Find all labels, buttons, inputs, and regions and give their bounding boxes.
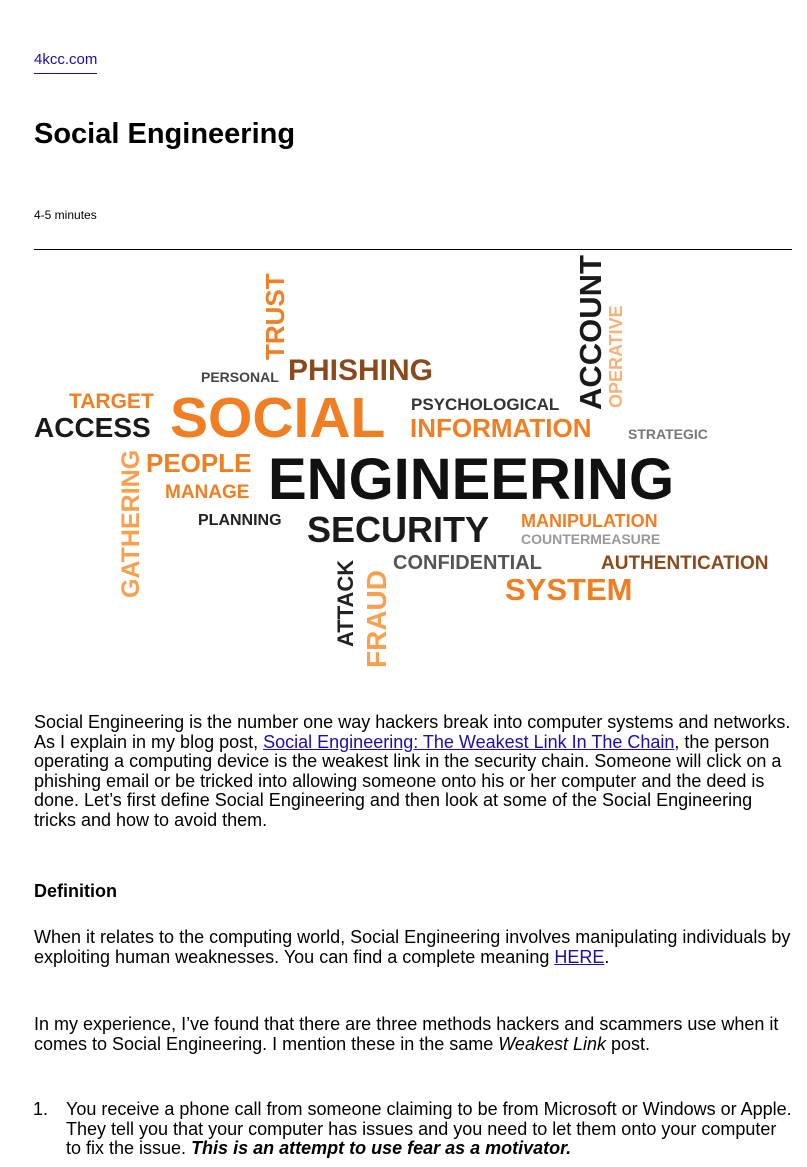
word-manipulation: MANIPULATION	[521, 511, 658, 531]
word-confidential: CONFIDENTIAL	[393, 552, 542, 574]
list-number: 1.	[32, 1099, 48, 1119]
word-social: SOCIAL	[170, 386, 386, 450]
list-item-emphasis: This is an attempt to use fear as a motivator.	[191, 1138, 572, 1158]
word-countermeasure: COUNTERMEASURE	[521, 531, 661, 547]
intro-text-start: Social Engineering is the number one way hackers break into computer systems and networks. As I explain in my blog post,	[34, 712, 791, 752]
definition-text: When it relates to the computing world, Social Engineering involves manipulating individuals by exploiting human weaknesses. You can find a complete meaning	[34, 927, 791, 967]
word-attack: ATTACK	[333, 559, 358, 647]
divider	[34, 249, 792, 250]
word-strategic: STRATEGIC	[628, 426, 708, 442]
word-manage: MANAGE	[165, 482, 250, 503]
methods-text: In my experience, I’ve found that there are three methods hackers and scammers use when it comes to Social Engineering. I mention these in the same	[34, 1014, 779, 1054]
word-people: PEOPLE	[146, 448, 252, 478]
word-target: TARGET	[69, 390, 154, 413]
definition-paragraph	[34, 928, 794, 967]
site-link[interactable]: 4kcc.com	[34, 51, 97, 74]
word-trust: TRUST	[260, 273, 290, 360]
definition-heading: Definition	[34, 881, 117, 901]
word-cloud-image	[30, 252, 795, 672]
intro-paragraph	[34, 713, 794, 830]
methods-text-end: post.	[605, 1033, 651, 1054]
list-text	[66, 1100, 794, 1159]
word-security: SECURITY	[307, 509, 490, 550]
weakest-link-italic: Weakest Link	[498, 1033, 606, 1054]
word-access: ACCESS	[34, 412, 151, 443]
word-account: ACCOUNT	[573, 255, 608, 410]
here-link[interactable]: HERE	[554, 946, 605, 967]
word-planning: PLANNING	[198, 512, 282, 529]
intro-text-end: , the person operating a computing device is the weakest link in the security chain. Someone will click on a phishing email or be tricked into allowing someone onto his or her computer and the deed is done. Let’s first define Social Engineering and then look at some of the Social Engineering tricks and how to avoid them.	[34, 731, 782, 830]
word-gathering: GATHERING	[117, 449, 145, 598]
word-fraud: FRAUD	[361, 570, 392, 668]
word-phishing: PHISHING	[288, 354, 434, 387]
reading-time: 4-5 minutes	[34, 208, 97, 222]
word-personal: PERSONAL	[201, 369, 279, 385]
word-system: SYSTEM	[505, 572, 633, 607]
word-engineering: ENGINEERING	[268, 447, 675, 512]
methods-paragraph	[34, 1015, 794, 1054]
definition-text-end: .	[604, 946, 610, 967]
word-information: INFORMATION	[410, 413, 592, 443]
word-authentication: AUTHENTICATION	[601, 553, 769, 574]
list-item-text: You receive a phone call from someone claiming to be from Microsoft or Windows or Apple. They tell you that your computer has issues and you need to let them onto your computer to fix the issue.	[66, 1099, 792, 1158]
word-psychological: PSYCHOLOGICAL	[411, 395, 560, 414]
article-title: Social Engineering	[34, 118, 296, 150]
weakest-link-post-link[interactable]: Social Engineering: The Weakest Link In The Chain	[263, 731, 675, 752]
word-operative: OPERATIVE	[606, 305, 626, 408]
